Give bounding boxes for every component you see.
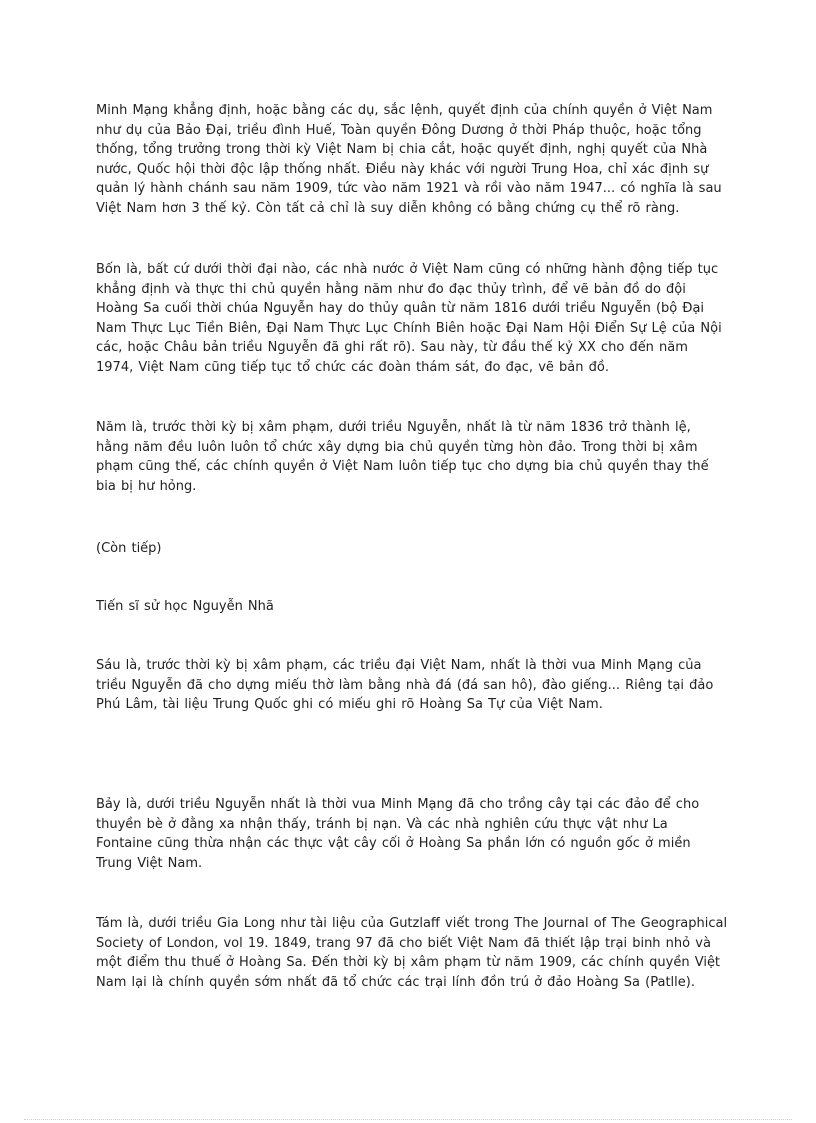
paragraph-point-five: Năm là, trước thời kỳ bị xâm phạm, dưới triều Nguyễn, nhất là từ năm 1836 trở thành lệ, hằng năm đều luôn luôn tổ chức xây dựng bia chủ quyền từng hòn đảo. Trong thời bị xâm phạm cũng thế, các chính quyền ở Việt Nam luôn tiếp tục cho dựng bia chủ quyền thay thế bia bị hư hỏng. [96, 420, 709, 494]
paragraph-minh-mang-affirmation: Minh Mạng khẳng định, hoặc bằng các dụ, sắc lệnh, quyết định của chính quyền ở Việt Nam như dụ của Bảo Đại, triều đình Huế, Toàn quyền Đông Dương ở thời Pháp thuộc, hoặc tổng thống, tổng trưởng trong thời kỳ Việt Nam bị chia cắt, hoặc quyết định, nghị quyết của Nhà nước, Quốc hội thời độc lập thống nhất. Điều này khác với người Trung Hoa, chỉ xác định sự quản lý hành chánh sau năm 1909, tức vào năm 1921 và rồi vào năm 1947... có nghĩa là sau Việt Nam hơn 3 thế kỷ. Còn tất cả chỉ là suy diễn không có bằng chứng cụ thể rõ ràng. [96, 103, 722, 216]
paragraph-point-four: Bốn là, bất cứ dưới thời đại nào, các nhà nước ở Việt Nam cũng có những hành động tiếp tục khẳng định và thực thi chủ quyền hằng năm như đo đạc thủy trình, để vẽ bản đồ do đội Hoàng Sa cuối thời chúa Nguyễn hay do thủy quân từ năm 1816 dưới triều Nguyễn (bộ Đại Nam Thực Lục Tiền Biên, Đại Nam Thực Lục Chính Biên hoặc Đại Nam Hội Điển Sự Lệ của Nội các, hoặc Châu bản triều Nguyễn đã ghi rất rõ). Sau này, từ đầu thế kỷ XX cho đến năm 1974, Việt Nam cũng tiếp tục tổ chức các đoàn thám sát, đo đạc, vẽ bản đồ. [96, 262, 722, 375]
paragraph-point-eight: Tám là, dưới triều Gia Long như tài liệu của Gutzlaff viết trong The Journal of The Geographical Society of London, vol 19. 1849, trang 97 đã cho biết Việt Nam đã thiết lập trại binh nhỏ và một điểm thu thuế ở Hoàng Sa. Đến thời kỳ bị xâm phạm từ năm 1909, các chính quyền Việt Nam lại là chính quyền sớm nhất đã tổ chức các trại lính đồn trú ở đảo Hoàng Sa (Patlle). [96, 916, 728, 990]
continued-note: (Còn tiếp) [96, 541, 162, 556]
paragraph-point-six: Sáu là, trước thời kỳ bị xâm phạm, các triều đại Việt Nam, nhất là thời vua Minh Mạng của triều Nguyễn đã cho dựng miếu thờ làm bằng nhà đá (đá san hô), đào giếng... Riêng tại đảo Phú Lâm, tài liệu Trung Quốc ghi có miếu ghi rõ Hoàng Sa Tự của Việt Nam. [96, 658, 714, 713]
page-bottom-divider [24, 1119, 792, 1120]
author-line: Tiến sĩ sử học Nguyễn Nhã [96, 599, 274, 614]
paragraph-point-seven: Bảy là, dưới triều Nguyễn nhất là thời vua Minh Mạng đã cho trồng cây tại các đảo để cho thuyền bè ở đằng xa nhận thấy, tránh bị nạn. Và các nhà nghiên cứu thực vật như La Fontaine cũng thừa nhận các thực vật cây cối ở Hoàng Sa phần lớn có nguồn gốc ở miền Trung Việt Nam. [96, 797, 700, 871]
